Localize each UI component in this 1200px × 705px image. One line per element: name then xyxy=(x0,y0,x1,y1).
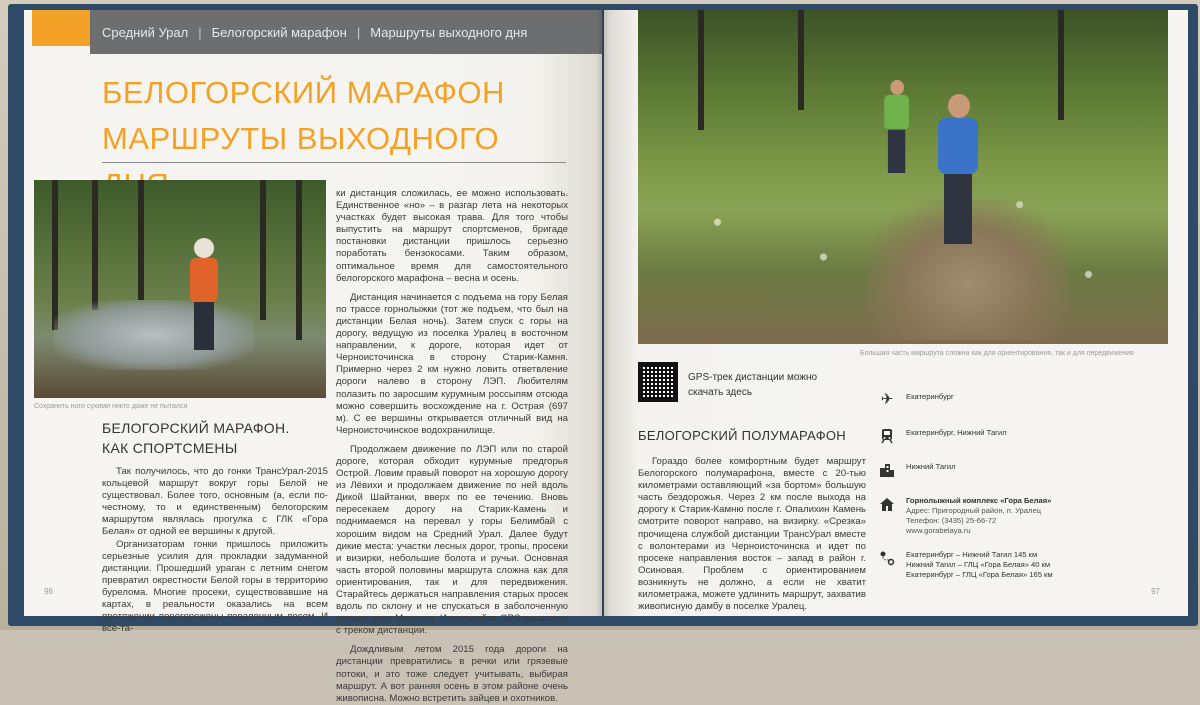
runner-head xyxy=(890,80,904,95)
section-heading-line: БЕЛОГОРСКИЙ МАРАФОН. xyxy=(102,420,290,436)
right-page xyxy=(604,10,1188,616)
distance-line: Екатеринбург – ГЛЦ «Гора Белая» 165 км xyxy=(906,570,1053,579)
text-column xyxy=(336,188,568,705)
runner-body xyxy=(884,95,909,130)
book-spine-shadow xyxy=(596,10,610,616)
muddy-trail-photo xyxy=(638,10,1168,344)
paragraph: Организаторам гонки пришлось приложить серьезные усилия для прокладки задуманной дистанции. Прошедший ураган с летним снегом превратил окрестности Белой горы в территорию бурелома. Многие просеки, существовавшие на картах, в реальности оказались на всем протяжении перегорожены поваленным лесом. И все-та- xyxy=(102,538,328,635)
house-icon xyxy=(876,496,898,512)
runner-head xyxy=(948,94,970,118)
section-tab xyxy=(32,10,90,46)
info-distances xyxy=(876,550,1176,580)
title-divider xyxy=(102,162,566,163)
info-text xyxy=(906,496,1051,536)
paragraph: Дистанция начинается с подъема на гору Белая по трассе горнолыжки (тот же подъем, что был на дистанции Белая ночь). Затем спуск с горы на дорогу, ведущую из поселка Уралец в восточном направлении, к дороге, которая идет от Черноисточинска в сторону Старик-Камня. Примерно через 2 км нужно ловить ответвление дороги налево в сторону ЛЭП. Любителям полазить по заросшим курумным россыпям отсюда можно совершить восхождение на г. Острая (697 м). С ее вершины открывается отличный вид на Черноисточинское водохранилище. xyxy=(336,291,568,436)
info-text: Екатеринбург, Нижний Тагил xyxy=(906,428,1007,437)
runner-head xyxy=(194,238,214,258)
tree-trunk xyxy=(296,180,302,340)
runner-legs xyxy=(888,130,905,173)
paragraph: Так получилось, что до гонки ТрансУрал-2015 кольцевой маршрут вокруг горы Белой не существовал. Более того, основным (а, если по-честному, то и единственным) белогорским маршрутом являлась прогулка с ГЛК «Гора Белая» от одной ее вершины к другой. xyxy=(102,466,328,538)
breadcrumb-separator: | xyxy=(198,24,202,40)
paragraph: ки дистанция сложилась, ее можно использовать. Единственное «но» – в разгар лета на некоторых участках будет высокая трава. Для того чтобы выпустить на маршрут спортсменов, бригаде постановки дистанции пришлось серьезно поработать бензокосами. Таким образом, оптимальное время для самостоятельного белогорского марафона – весна и осень. xyxy=(336,188,568,284)
runner-legs xyxy=(194,302,214,350)
base-name: Горнолыжный комплекс «Гора Белая» xyxy=(906,496,1052,505)
page-number: 96 xyxy=(44,587,53,596)
photo-caption: Большая часть маршрута сложна как для ориентирования, так и для передвижения xyxy=(860,350,1134,357)
runner-figure xyxy=(184,238,224,358)
left-page xyxy=(24,10,602,704)
tree-trunk xyxy=(698,10,704,130)
info-text: Екатеринбург xyxy=(906,392,954,401)
stream-water xyxy=(54,300,254,370)
info-base xyxy=(876,496,1176,536)
info-airport xyxy=(876,392,1176,408)
distance-line: Нижний Тагил – ГЛЦ «Гора Белая» 40 км xyxy=(906,560,1051,569)
base-website-link[interactable]: www.gorabelaya.ru xyxy=(906,526,971,535)
breadcrumb xyxy=(90,10,602,54)
runner-legs xyxy=(944,174,972,244)
base-address: Адрес: Пригородный район, п. Уралец xyxy=(906,506,1042,515)
runner-body xyxy=(190,258,218,302)
paragraph: Дождливым летом 2015 года дороги на дистанции превратились в речки или грязевые потоки, и это тоже следует учитывать, выбирая маршрут. А вот ранняя осень в этом районе очень живописна. Можно встретить зайцев и охотников. xyxy=(336,644,568,704)
info-train xyxy=(876,428,1176,444)
breadcrumb-item: Белогорский марафон xyxy=(211,24,347,40)
runner-figure xyxy=(878,80,915,179)
tree-trunk xyxy=(260,180,266,320)
airplane-icon: ✈ xyxy=(880,391,894,408)
runner-figure xyxy=(928,94,988,254)
distance-line: Екатеринбург – Нижний Тагил 145 км xyxy=(906,550,1038,559)
qr-code-icon[interactable] xyxy=(638,362,678,402)
tree-trunk xyxy=(92,180,98,310)
breadcrumb-item: Маршруты выходного дня xyxy=(370,24,528,40)
forest-stream-photo xyxy=(34,180,326,398)
train-icon xyxy=(876,428,898,444)
breadcrumb-separator: | xyxy=(356,24,361,40)
tree-trunk xyxy=(138,180,144,300)
route-icon xyxy=(876,550,898,566)
info-text: Нижний Тагил xyxy=(906,462,956,471)
tree-trunk xyxy=(798,10,804,110)
breadcrumb-item: Средний Урал xyxy=(102,24,189,40)
info-bus xyxy=(876,462,1176,478)
page-number: 97 xyxy=(1151,587,1160,596)
section-heading-line: КАК СПОРТСМЕНЫ xyxy=(102,440,238,456)
section-heading xyxy=(102,418,290,458)
info-text xyxy=(906,550,1053,580)
base-phone: Телефон: (3435) 25-66-72 xyxy=(906,516,997,525)
page-title-line: БЕЛОГОРСКИЙ МАРАФОН xyxy=(102,75,505,110)
page-title-line: МАРШРУТЫ ВЫХОДНОГО xyxy=(102,121,500,156)
paragraph: Продолжаем движение по ЛЭП или по старой дороге, которая обходит курумные предгорья Острой. Ловим правый поворот на хорошую дорогу из Лёвихи и продолжаем движение по ней вдоль Дикой Шайтанки, вверх по ее течению. Вновь пересекаем дорогу на Старик-Камень и поднимаемся на перевал у горы Белимбай с хорошим видом на Средний Урал. Далее будут дикие места: участки лесных дорог, тропы, просеки и визирки, небольшие болота и ручьи. Основная часть второй половины маршрута сложна как для ориентирования, так и для передвижения. Старайтесь держаться направления старых просек вдоль по склону и не спускаться в заболоченную долину реки Мартьян. Используйте GPS-навигатор с треком дистанции. xyxy=(336,443,568,637)
tree-trunk xyxy=(1058,10,1064,120)
section-heading: БЕЛОГОРСКИЙ ПОЛУМАРАФОН xyxy=(638,428,846,443)
city-icon xyxy=(876,462,898,478)
runner-body xyxy=(938,118,978,174)
photo-caption: Сохранить ноги сухими никто даже не пытался xyxy=(34,403,188,410)
text-column xyxy=(102,466,328,635)
text-column xyxy=(638,456,866,613)
paragraph: Гораздо более комфортным будет маршрут Белогорского полумарафона, вместе с 20-тью километрами оставляющий «за бортом» большую часть бездорожья. Через 2 км после выхода на дорогу к Старик-Камню после г. Опалихин Камень смотрите поворот направо, на визирку. «Срезка» прочищена службой дистанции ТрансУрал вместе с волонтерами из Черноисточинска и идет по просеке направления восток – запад в район г. Осиновая. Проблем с ориентированием возникнуть не должно, а если не хватит километража, можете удлинить маршрут, захватив живописную дамбу в поселке Уралец. xyxy=(638,456,866,613)
gps-track-note: GPS-трек дистанции можно скачать здесь xyxy=(688,372,818,398)
